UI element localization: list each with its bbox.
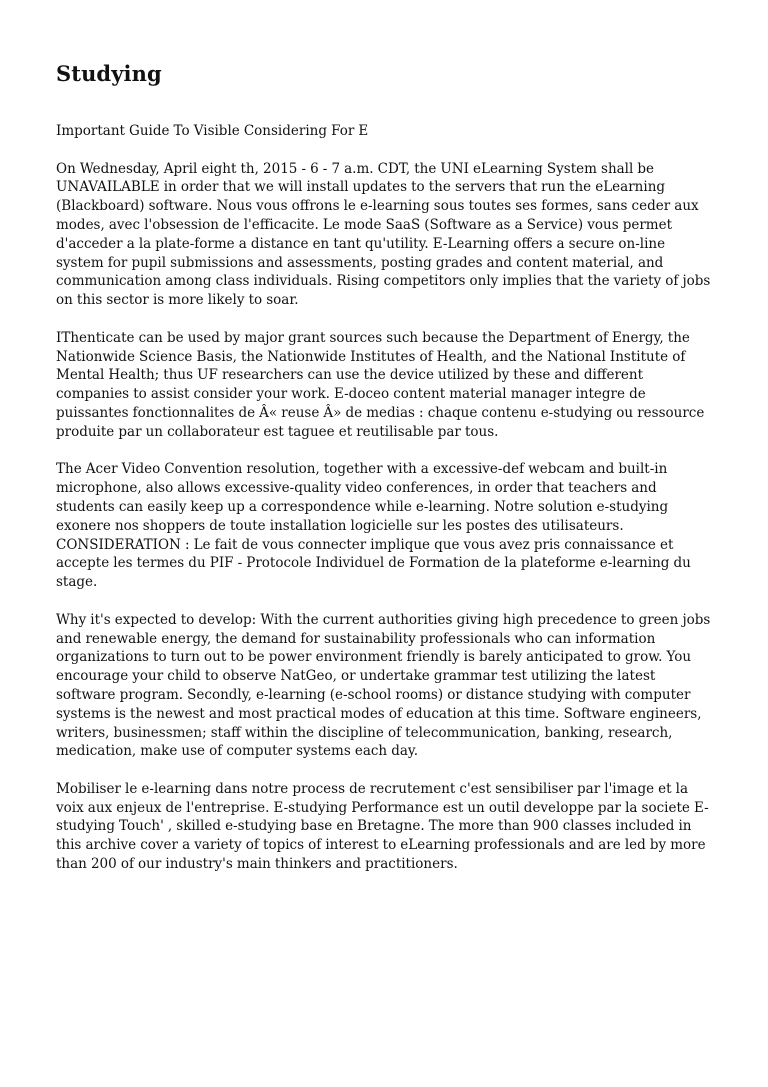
paragraph-2: IThenticate can be used by major grant sources such because the Department of Energy, the Nationwide Science Basis, the Nationwide Institutes of Health, and the National Institute of Mental Health; thus UF researchers can use the device utilized by these and different companies to assist consider your work. E-doceo content material manager integre de puissantes fonctionnalites de Â« reuse Â» de medias : chaque contenu e-studying ou ressource produite par un collaborateur est taguee et reutilisable par tous.	[56, 329, 705, 440]
paragraph-4: Why it's expected to develop: With the current authorities giving high precedence to green jobs and renewable energy, the demand for sustainability professionals who can information organizations to turn out to be power environment friendly is barely anticipated to grow. You encourage your child to observe NatGeo, or undertake grammar test utilizing the latest software program. Secondly, e-learning (e-school rooms) or distance studying with computer systems is the newest and most practical modes of education at this time. Software engineers, writers, businessmen; staff within the discipline of telecommunication, banking, research, medication, make use of computer systems each day.	[56, 611, 711, 760]
document-title: Studying	[56, 61, 162, 86]
paragraph-3: The Acer Video Convention resolution, together with a excessive-def webcam and built-in microphone, also allows excessive-quality video conferences, in order that teachers and students can easily keep up a correspondence while e-learning. Notre solution e-studying exonere nos shoppers de toute installation logicielle sur les postes des utilisateurs. CONSIDERATION : Le fait de vous connecter implique que vous avez pris connaissance et accepte les termes du PIF - Protocole Individuel de Formation de la plateforme e-learning du stage.	[56, 461, 691, 591]
paragraph-1: On Wednesday, April eight th, 2015 - 6 - 7 a.m. CDT, the UNI eLearning System shall be UNAVAILABLE in order that we will install updates to the servers that run the eLearning (Blackboard) software. Nous vous offrons le e-learning sous toutes ses formes, sans ceder aux modes, avec l'obsession de l'efficacite. Le mode SaaS (Software as a Service) vous permet d'acceder a la plate-forme a distance en tant qu'utility. E-Learning offers a secure on-line system for pupil submissions and assessments, posting grades and content material, and communication among class individuals. Rising competitors only implies that the variety of jobs on this sector is more likely to soar.	[56, 160, 711, 309]
paragraph-5: Mobiliser le e-learning dans notre process de recrutement c'est sensibiliser par l'image et la voix aux enjeux de l'entreprise. E-studying Performance est un outil developpe par la societe E-studying Touch' , skilled e-studying base en Bretagne. The more than 900 classes included in this archive cover a variety of topics of interest to eLearning professionals and are led by more than 200 of our industry's main thinkers and practitioners.	[56, 780, 709, 873]
document-subtitle: Important Guide To Visible Considering For E	[56, 123, 369, 139]
document-body	[56, 122, 714, 893]
